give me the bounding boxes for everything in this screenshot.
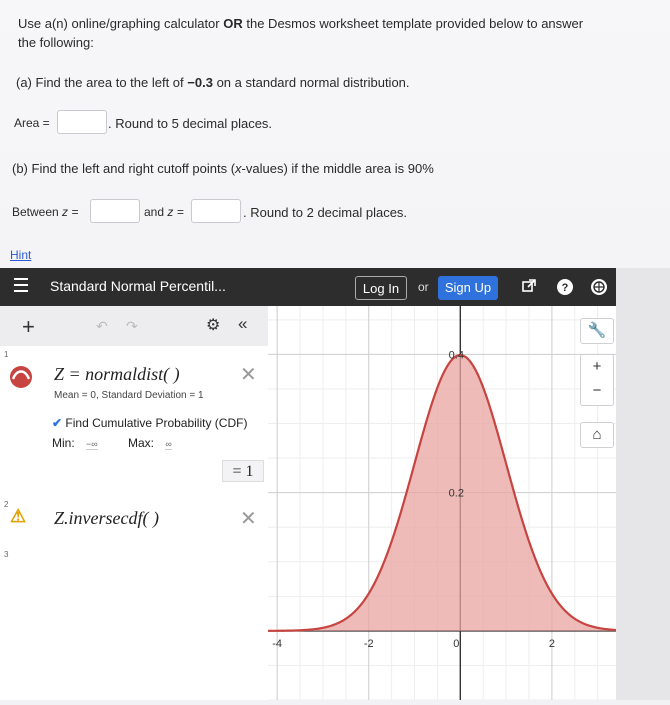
graph-area[interactable] (268, 306, 616, 700)
intro-text (18, 16, 583, 31)
undo-icon[interactable]: ↶ (96, 318, 108, 335)
desmos-top-bar (0, 268, 616, 306)
area-round-note: . Round to 5 decimal places. (108, 116, 272, 131)
min-field[interactable] (52, 436, 98, 450)
normaldist-formula[interactable]: Z = normaldist( ) (54, 364, 180, 385)
min-label: Min: (52, 436, 75, 450)
area-input[interactable] (57, 110, 107, 134)
wrench-icon[interactable]: 🔧 (580, 318, 614, 344)
expression-panel (0, 306, 268, 700)
part-b-text (12, 161, 434, 176)
expression-row-1[interactable] (0, 346, 268, 497)
y-tick-label: 0.2 (449, 488, 464, 500)
between-word: Between (12, 205, 59, 219)
side-margin (616, 268, 670, 700)
between-label (12, 205, 78, 219)
expression-toolbar (0, 306, 268, 347)
collapse-icon[interactable]: « (238, 314, 247, 334)
cdf-result: = 1 (222, 460, 264, 482)
max-value: ∞ (165, 439, 171, 450)
expression-row-3[interactable] (0, 546, 268, 700)
gear-icon[interactable]: ⚙ (206, 315, 220, 335)
warning-icon[interactable]: ⚠ (10, 506, 26, 527)
expression-row-2[interactable] (0, 496, 268, 547)
part-a-prefix: (a) Find the area to the left of (16, 75, 184, 90)
home-icon[interactable]: ⌂ (580, 422, 614, 448)
part-b-mid: -values) if the middle area is (242, 161, 405, 176)
x-tick-label: 2 (549, 638, 555, 650)
and-label (144, 205, 184, 219)
hint-link[interactable]: Hint (10, 248, 31, 262)
part-a-tail: on a standard normal distribution. (217, 75, 410, 90)
redo-icon[interactable]: ↷ (126, 318, 138, 335)
row-number-1: 1 (4, 350, 8, 359)
checkmark-icon[interactable]: ✔ (52, 416, 62, 430)
max-field[interactable] (128, 436, 172, 450)
x-tick-label: 0 (453, 638, 459, 650)
left-cutoff-input[interactable] (90, 199, 140, 223)
menu-icon[interactable] (14, 278, 28, 292)
globe-icon[interactable] (590, 278, 608, 296)
add-item-icon[interactable]: + (22, 314, 35, 340)
y-tick-label: 0.4 (449, 349, 464, 361)
help-icon[interactable] (556, 278, 574, 296)
part-b-var: x (235, 161, 242, 176)
x-tick-label: -2 (364, 638, 374, 650)
intro-part2: the Desmos worksheet template provided below to answer (246, 16, 583, 31)
row-number-2: 2 (4, 500, 8, 509)
share-icon[interactable] (520, 278, 538, 296)
z-label-1: z = (62, 205, 78, 219)
cdf-option[interactable] (52, 416, 247, 430)
delete-expression-1-icon[interactable]: ✕ (240, 362, 257, 387)
cdf-label: Find Cumulative Probability (CDF) (65, 416, 247, 430)
and-word: and (144, 205, 164, 219)
z-label-2: z = (167, 205, 183, 219)
part-a-text (16, 75, 410, 90)
intro-or: OR (223, 16, 243, 31)
right-cutoff-input[interactable] (191, 199, 241, 223)
part-b-prefix: (b) Find the left and right cutoff points ( (12, 161, 235, 176)
intro-line2: the following: (18, 35, 94, 50)
desmos-calculator (0, 268, 670, 700)
round-2-note: . Round to 2 decimal places. (243, 205, 407, 220)
max-label: Max: (128, 436, 154, 450)
login-button[interactable]: Log In (355, 276, 407, 300)
intro-part1: Use a(n) online/graphing calculator (18, 16, 220, 31)
part-a-value: −0.3 (187, 75, 213, 90)
svg-text:?: ? (562, 282, 569, 294)
signup-button[interactable]: Sign Up (438, 276, 498, 300)
min-value: −∞ (86, 439, 98, 450)
inversecdf-formula[interactable]: Z.inversecdf( ) (54, 508, 159, 529)
graph-title[interactable]: Standard Normal Percentil... (50, 278, 226, 294)
part-b-percent: 90% (408, 161, 434, 176)
row-number-3: 3 (4, 550, 8, 559)
zoom-in-icon[interactable]: + (581, 355, 613, 379)
delete-expression-2-icon[interactable]: ✕ (240, 506, 257, 531)
graph-svg[interactable] (268, 306, 616, 700)
x-tick-label: -4 (272, 638, 282, 650)
area-label: Area = (14, 116, 50, 130)
zoom-out-icon[interactable]: − (581, 379, 613, 403)
distribution-params: Mean = 0, Standard Deviation = 1 (54, 390, 204, 401)
zoom-controls[interactable] (580, 354, 614, 406)
row-1-color-icon[interactable] (8, 364, 34, 395)
or-label: or (418, 280, 429, 294)
